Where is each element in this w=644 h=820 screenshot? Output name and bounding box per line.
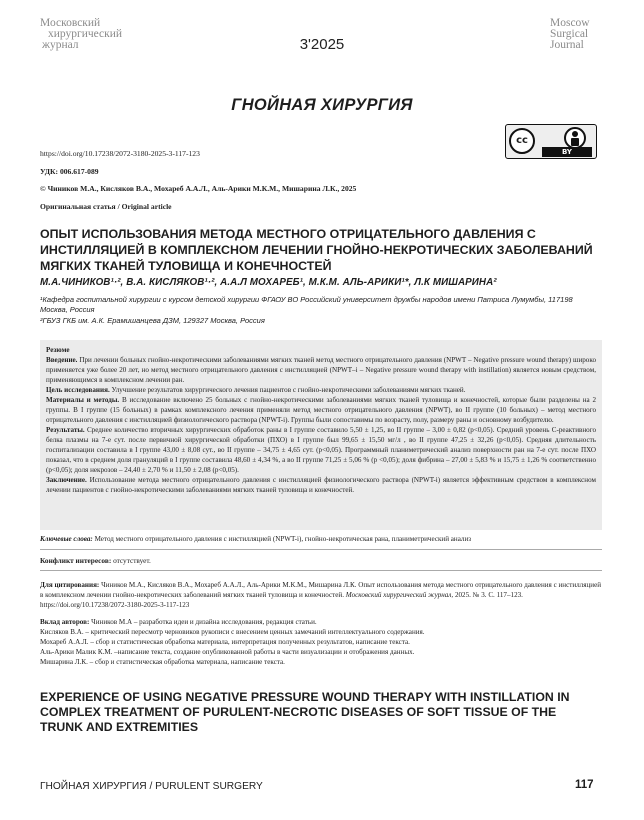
conflict-label: Конфликт интересов: <box>40 556 112 565</box>
citation-text: Чиников М.А., Кисляков В.А., Мохареб А.А.Л., Аль-Арики М.К.М., Мишарина Л.К. Опыт использования метода местного отрицательного давления с инстилляцией в комплексном лечении гнойно-некротических заболеваний мягких тканей туловища и конечностей. <box>40 581 602 599</box>
conflict-text: отсутствует. <box>111 556 151 565</box>
keywords <box>40 534 602 544</box>
attribution-person-icon <box>564 127 586 149</box>
page-number: 117 <box>575 779 594 791</box>
contribution-line: Кисляков В.А. – критический пересмотр черновиков рукописи с внесением ценных замечаний интеллектуального содержания. <box>40 628 425 636</box>
contributions-label: Вклад авторов: <box>40 618 90 626</box>
doi-link[interactable]: https://doi.org/10.17238/2072-3180-2025-3-117-123 <box>40 149 200 158</box>
methods-text: В исследование включено 25 больных с гнойно-некротическими заболеваниями мягких тканей туловища и конечностей, которые были разделены на 2 группы. В I группе (15 больных) в рамках комплексного лечения применяли метод местного отрицательного давления (NPWT), во II группе (10 больных) – метод местного отрицательного давления с инстилляцией физиологического раствора (NPWT-i). Группы были сопоставимы по возрасту, полу, размеру раны и основному возбудителю. <box>46 396 596 424</box>
intro-label: Введение. <box>46 356 78 364</box>
affiliation-2: ²ГБУЗ ГКБ им. А.К. Ерамишанцева ДЗМ, 129327 Москва, Россия <box>40 316 265 325</box>
author-contributions <box>40 617 602 667</box>
affiliation-1: ¹Кафедра госпитальной хирургии с курсом детской хирургии ФГАОУ ВО Российский университет дружбы народов имени Патриса Лумумбы, 117198 Москва, Россия <box>40 295 573 314</box>
by-label: BY <box>542 147 592 157</box>
aim-text: Улучшение результатов хирургического лечения пациентов с гнойно-некротическими заболеваниями мягких тканей. <box>109 386 466 394</box>
copyright-line: © Чиников М.А., Кисляков В.А., Мохареб А.А.Л., Аль-Арики М.К.М., Мишарина Л.К., 2025 <box>40 184 357 193</box>
article-type: Оригинальная статья / Original article <box>40 202 172 211</box>
abstract-box <box>40 340 602 530</box>
logo-ru-line-1: Московский <box>40 17 101 29</box>
citation-tail: 2025. № 3. С. 117–123. https://doi.org/10.17238/2072-3180-2025-3-117-123 <box>40 591 523 609</box>
methods-label: Материалы и методы. <box>46 396 120 404</box>
logo-en-line-3: Journal <box>550 39 584 51</box>
article-title-en: EXPERIENCE OF USING NEGATIVE PRESSURE WOUND THERAPY WITH INSTILLATION IN COMPLEX TREATMENT OF PURULENT-NECROTIC DISEASES OF SOFT TISSUE OF THE TRUNK AND EXTREMITIES <box>40 690 570 734</box>
footer-section-name: ГНОЙНАЯ ХИРУРГИЯ / PURULENT SURGERY <box>40 781 263 792</box>
logo-en-line-1: Moscow <box>550 17 590 29</box>
logo-en-line-2: Surgical <box>550 28 589 40</box>
aim-label: Цель исследования. <box>46 386 110 394</box>
divider <box>40 549 602 550</box>
article-title: ОПЫТ ИСПОЛЬЗОВАНИЯ МЕТОДА МЕСТНОГО ОТРИЦАТЕЛЬНОГО ДАВЛЕНИЯ С ИНСТИЛЛЯЦИЕЙ В КОМПЛЕКСНОМ ЛЕЧЕНИИ ГНОЙНО-НЕКРОТИЧЕСКИХ ЗАБОЛЕВАНИЙ МЯГКИХ ТКАНЕЙ ТУЛОВИЩА И КОНЕЧНОСТЕЙ <box>40 227 593 273</box>
divider <box>40 570 602 571</box>
author-list: М.А.ЧИНИКОВ¹·², В.А. КИСЛЯКОВ¹·², А.А.Л МОХАРЕБ¹, М.К.М. АЛЬ-АРИКИ¹*, Л.К МИШАРИНА² <box>40 277 497 288</box>
section-title: ГНОЙНАЯ ХИРУРГИЯ <box>231 96 413 114</box>
abstract-results <box>46 425 596 475</box>
keywords-label: Ключевые слова: <box>40 535 93 543</box>
abstract-methods <box>46 395 596 425</box>
abstract-heading: Резюме <box>46 346 70 354</box>
citation-journal: Московский хирургический журнал, <box>345 591 454 599</box>
abstract-aim <box>46 385 596 395</box>
logo-ru-line-3: журнал <box>42 39 79 51</box>
citation-block <box>40 580 602 610</box>
abstract-introduction <box>46 355 596 385</box>
conclusion-label: Заключение. <box>46 476 87 484</box>
journal-logo-en <box>550 18 590 51</box>
logo-ru-line-2: хирургический <box>48 28 123 40</box>
contribution-line: Аль-Арики Малик К.М. –написание текста, создание опубликованной работы в части визуализации и отображения данных. <box>40 648 415 656</box>
keywords-text: Метод местного отрицательного давления с инстилляцией (NPWT-i), гнойно-некротическая рана, планиметрический анализ <box>92 535 472 543</box>
conflict-of-interest <box>40 556 151 565</box>
intro-text: При лечении больных гнойно-некротическими заболеваниями мягких тканей метод местного отрицательного давления (NPWT – Negative pressure wound therapy) широко применяется уже более 20 лет, но метод местного отрицательного давления с инстилляцией (NPWT–i – Negative pressure wound therapy with instillation) является новым средством, применяющимся в комплексном лечении ран. <box>46 356 596 384</box>
contribution-line: Мохареб А.А.Л. – сбор и статистическая обработка материала, интерпретация полученных результатов, написание текста. <box>40 638 410 646</box>
conclusion-text: Использование метода местного отрицательного давления с инстилляцией физиологического раствора (NPWT-i) является эффективным средством в комплексном лечении пациентов с гнойно-некротическими заболеваниями мягких тканей туловища и конечностей. <box>46 476 596 494</box>
creative-commons-icon: cc <box>509 128 535 154</box>
abstract-conclusion <box>46 475 596 495</box>
results-label: Результаты. <box>46 426 85 434</box>
citation-label: Для цитирования: <box>40 581 100 589</box>
udk-code: УДК: 006.617-089 <box>40 167 99 176</box>
contribution-line: Чиников М.А – разработка идеи и дизайна исследования, редакция статьи. <box>89 618 317 626</box>
results-text: Среднее количество вторичных хирургических обработок раны в I группе составило 5,50 ± 1,25, во II группе – 3,00 ± 0,82 (p<0,05). Средний уровень С-реактивного белка плазмы на 7-е сут. после первичной хирургической обработки (ПХО) в I группе был 99,65 ± 15,50 мг/л , во II группе 47,25 ± 32,26 (p<0,05). Средняя длительность госпитализации составила в I группе 43,00 ± 8,08 сут., во II группе – 34,75 ± 4,65 сут. (p<0,05). Программный планиметрический анализ поверхности ран на 7-е сут. после ПХО показал, что в среднем доля грануляций в I группе составила 48,60 ± 4,34 %, а во II группе 71,25 ± 5,06 % (p <0,05); доля фибрина – 27,00 ± 5,83 % и 15,75 ± 1,26 % соответственно (p<0,05); доля некрозов – 24,40 ± 2,70 % и 11,50 ± 2,08 (p<0,05). <box>46 426 596 474</box>
issue-number: 3'2025 <box>299 36 345 53</box>
contribution-line: Мишарина Л.К. – сбор и статистическая обработка материала, написание текста. <box>40 658 285 666</box>
